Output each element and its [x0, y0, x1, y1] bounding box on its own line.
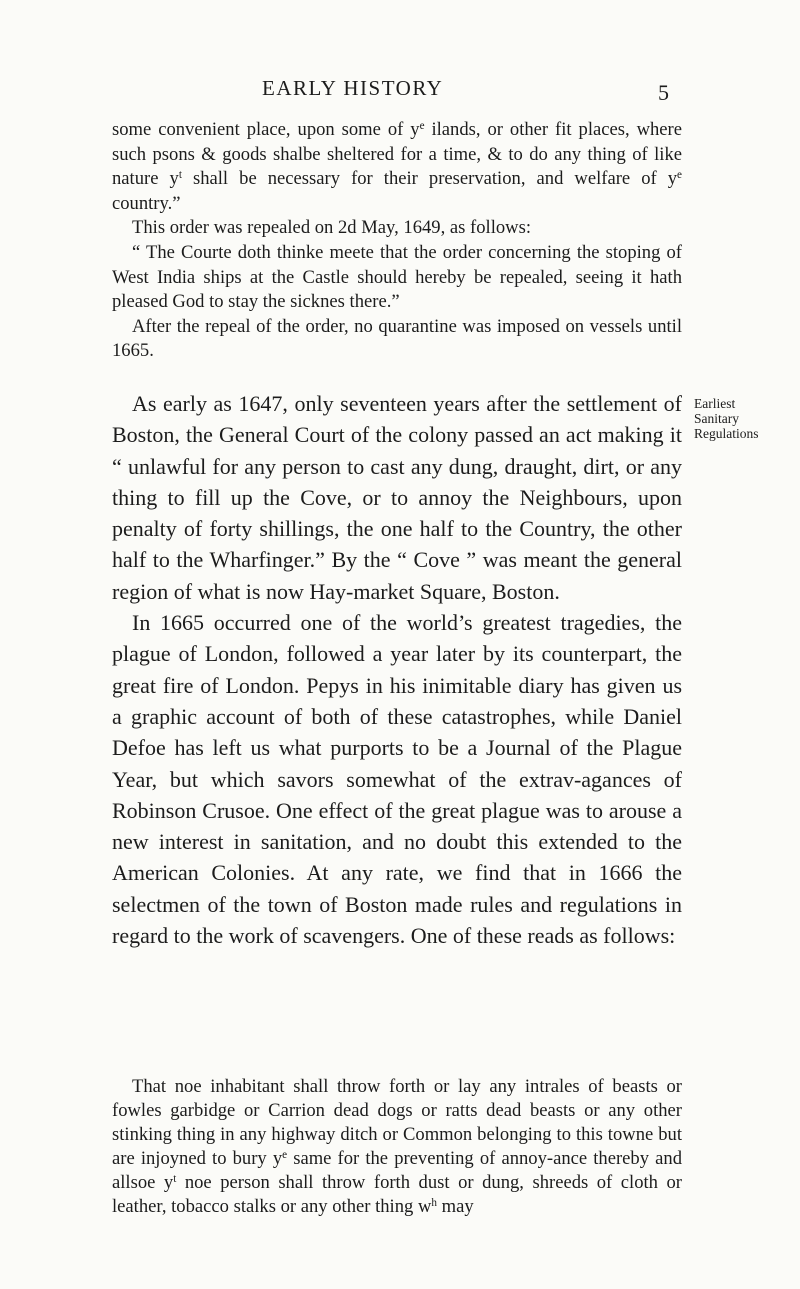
page-header	[0, 72, 800, 112]
running-head: EARLY HISTORY	[262, 76, 444, 100]
quoted-order-block	[112, 118, 682, 364]
paragraph-repeal-date: This order was repealed on 2d May, 1649, as follows:	[132, 217, 531, 239]
paragraph-no-quarantine: After the repeal of the order, no quarantine was imposed on vessels until 1665.	[112, 315, 682, 362]
paragraph-repeal-quote: “ The Courte doth thinke meete that the order concerning the stoping of West India ships at the Castle should hereby be repealed, seeing it hath pleased God to stay the sicknes there.”	[112, 241, 682, 313]
scavenger-rule-quote	[112, 1075, 682, 1219]
paragraph-scavenger-rule: That noe inhabitant shall throw forth or lay any intrales of beasts or fowles garbidge or Carrion dead dogs or ratts dead beasts or any other stinking thing in any highway ditch or Common belonging to this towne but are injoyned to bury $y^e$ same for the preventing of annoy-ance thereby and allsoe $y^t$ noe person shall throw forth dust or dung, shreeds of cloth or leather, tobacco stalks or any other thing $w^h$ may	[112, 1076, 682, 1217]
main-text-block	[112, 388, 682, 951]
paragraph-order-continuation: some convenient place, upon some of $y^e$ ilands, or other fit places, where such psons & goods shalbe sheltered for a time, & to do any thing of like nature $y^t$ shall be necessary for their preservation, and welfare of $y^e$ country.”	[112, 119, 682, 214]
paragraph-plague-of-london: In 1665 occurred one of the world’s greatest tragedies, the plague of London, followed a year later by its counterpart, the great fire of London. Pepys in his inimitable diary has given us a graphic account of both of these catastrophes, while Daniel Defoe has left us what purports to be a Journal of the Plague Year, but which savors somewhat of the extrav-agances of Robinson Crusoe. One effect of the great plague was to arouse a new interest in sanitation, and no doubt this extended to the American Colonies. At any rate, we find that in 1666 the selectmen of the town of Boston made rules and regulations in regard to the work of scavengers. One of these reads as follows:	[112, 610, 682, 949]
page-number: 5	[658, 80, 669, 105]
paragraph-1647-act: As early as 1647, only seventeen years after the settlement of Boston, the General Court of the colony passed an act making it “ unlawful for any person to cast any dung, draught, dirt, or any thing to fill up the Cove, or to annoy the Neighbours, upon penalty of forty shillings, the one half to the Country, the other half to the Wharfinger.” By the “ Cove ” was meant the general region of what is now Hay-market Square, Boston.	[112, 391, 682, 604]
margin-note: Earliest Sanitary Regulations	[694, 396, 759, 441]
